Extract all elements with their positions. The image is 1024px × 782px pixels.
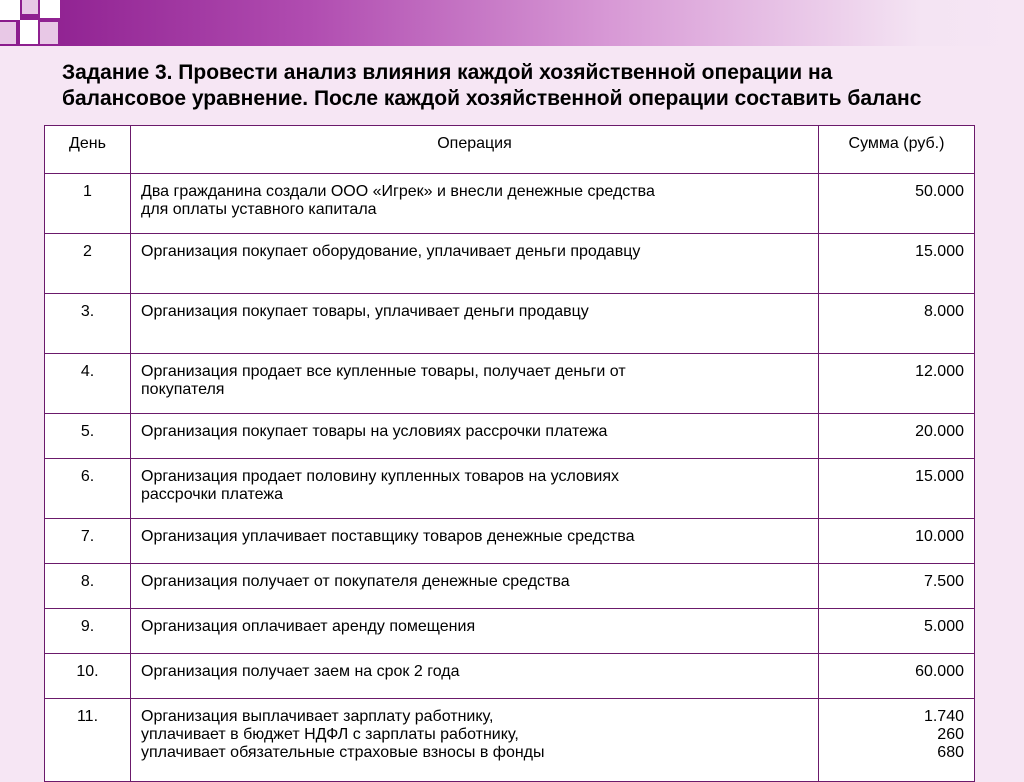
day-cell: 11. bbox=[45, 699, 131, 782]
operation-cell bbox=[131, 414, 819, 459]
operation-line: уплачивает в бюджет НДФЛ с зарплаты работнику, bbox=[141, 726, 519, 743]
sum-cell bbox=[819, 609, 975, 654]
header-sum: Сумма (руб.) bbox=[819, 126, 975, 174]
operation-line: Организация уплачивает поставщику товаров денежные средства bbox=[141, 528, 635, 545]
operation-line: Организация покупает товары на условиях рассрочки платежа bbox=[141, 423, 608, 440]
operation-cell bbox=[131, 699, 819, 782]
sum-value: 260 bbox=[937, 726, 964, 743]
operation-cell bbox=[131, 294, 819, 354]
operation-line: Организация продает все купленные товары, получает деньги от bbox=[141, 363, 626, 380]
operations-table bbox=[44, 125, 975, 782]
table-row bbox=[45, 294, 975, 354]
table-header-row bbox=[45, 126, 975, 174]
header-day: День bbox=[45, 126, 131, 174]
task-title-line-1: Задание 3. Провести анализ влияния каждой хозяйственной операции на bbox=[62, 61, 833, 84]
sum-cell bbox=[819, 654, 975, 699]
operation-line: Организация покупает оборудование, уплачивает деньги продавцу bbox=[141, 243, 641, 260]
decor-square bbox=[0, 0, 20, 20]
operation-line: рассрочки платежа bbox=[141, 486, 283, 503]
task-title bbox=[62, 60, 1012, 112]
sum-value: 7.500 bbox=[923, 573, 964, 590]
sum-value: 1.740 bbox=[923, 708, 964, 725]
operation-cell bbox=[131, 174, 819, 234]
day-cell: 3. bbox=[45, 294, 131, 354]
day-cell: 1 bbox=[45, 174, 131, 234]
sum-cell bbox=[819, 354, 975, 414]
table-row bbox=[45, 564, 975, 609]
operation-line: для оплаты уставного капитала bbox=[141, 201, 377, 218]
sum-value: 10.000 bbox=[915, 528, 964, 545]
operation-line: Организация получает заем на срок 2 года bbox=[141, 663, 460, 680]
operation-cell bbox=[131, 564, 819, 609]
table-row bbox=[45, 354, 975, 414]
header-gradient-bar bbox=[0, 0, 1024, 46]
sum-cell bbox=[819, 174, 975, 234]
sum-value: 15.000 bbox=[915, 243, 964, 260]
sum-value: 12.000 bbox=[915, 363, 964, 380]
operation-line: уплачивает обязательные страховые взносы в фонды bbox=[141, 744, 545, 761]
decor-square bbox=[20, 20, 38, 44]
sum-cell bbox=[819, 519, 975, 564]
operation-line: Организация продает половину купленных товаров на условиях bbox=[141, 468, 619, 485]
table-row bbox=[45, 414, 975, 459]
sum-value: 8.000 bbox=[923, 303, 964, 320]
sum-value: 20.000 bbox=[915, 423, 964, 440]
operation-line: Организация получает от покупателя денежные средства bbox=[141, 573, 570, 590]
header-operation: Операция bbox=[131, 126, 819, 174]
table-row bbox=[45, 519, 975, 564]
table-row bbox=[45, 234, 975, 294]
operation-cell bbox=[131, 459, 819, 519]
operation-line: Организация покупает товары, уплачивает деньги продавцу bbox=[141, 303, 589, 320]
decor-square bbox=[40, 22, 58, 44]
operation-cell bbox=[131, 234, 819, 294]
table-row bbox=[45, 654, 975, 699]
sum-value: 60.000 bbox=[915, 663, 964, 680]
table-row bbox=[45, 174, 975, 234]
operation-cell bbox=[131, 354, 819, 414]
day-cell: 2 bbox=[45, 234, 131, 294]
sum-cell bbox=[819, 459, 975, 519]
table-row bbox=[45, 459, 975, 519]
sum-cell bbox=[819, 234, 975, 294]
sum-cell bbox=[819, 699, 975, 782]
sum-cell bbox=[819, 294, 975, 354]
sum-value: 15.000 bbox=[915, 468, 964, 485]
sum-value: 680 bbox=[937, 744, 964, 761]
sum-value: 5.000 bbox=[923, 618, 964, 635]
table-row bbox=[45, 609, 975, 654]
table-row bbox=[45, 699, 975, 782]
sum-value: 50.000 bbox=[915, 183, 964, 200]
operation-cell bbox=[131, 609, 819, 654]
day-cell: 5. bbox=[45, 414, 131, 459]
day-cell: 10. bbox=[45, 654, 131, 699]
operation-line: Организация выплачивает зарплату работнику, bbox=[141, 708, 494, 725]
operation-cell bbox=[131, 519, 819, 564]
operation-line: Два гражданина создали ООО «Игрек» и внесли денежные средства bbox=[141, 183, 655, 200]
day-cell: 6. bbox=[45, 459, 131, 519]
decor-square bbox=[22, 0, 38, 14]
operation-cell bbox=[131, 654, 819, 699]
day-cell: 7. bbox=[45, 519, 131, 564]
day-cell: 4. bbox=[45, 354, 131, 414]
day-cell: 8. bbox=[45, 564, 131, 609]
decor-square bbox=[0, 22, 16, 44]
sum-cell bbox=[819, 414, 975, 459]
sum-cell bbox=[819, 564, 975, 609]
operation-line: покупателя bbox=[141, 381, 225, 398]
task-title-line-2: балансовое уравнение. После каждой хозяйственной операции составить баланс bbox=[62, 87, 922, 110]
day-cell: 9. bbox=[45, 609, 131, 654]
operation-line: Организация оплачивает аренду помещения bbox=[141, 618, 476, 635]
decor-square bbox=[40, 0, 60, 18]
